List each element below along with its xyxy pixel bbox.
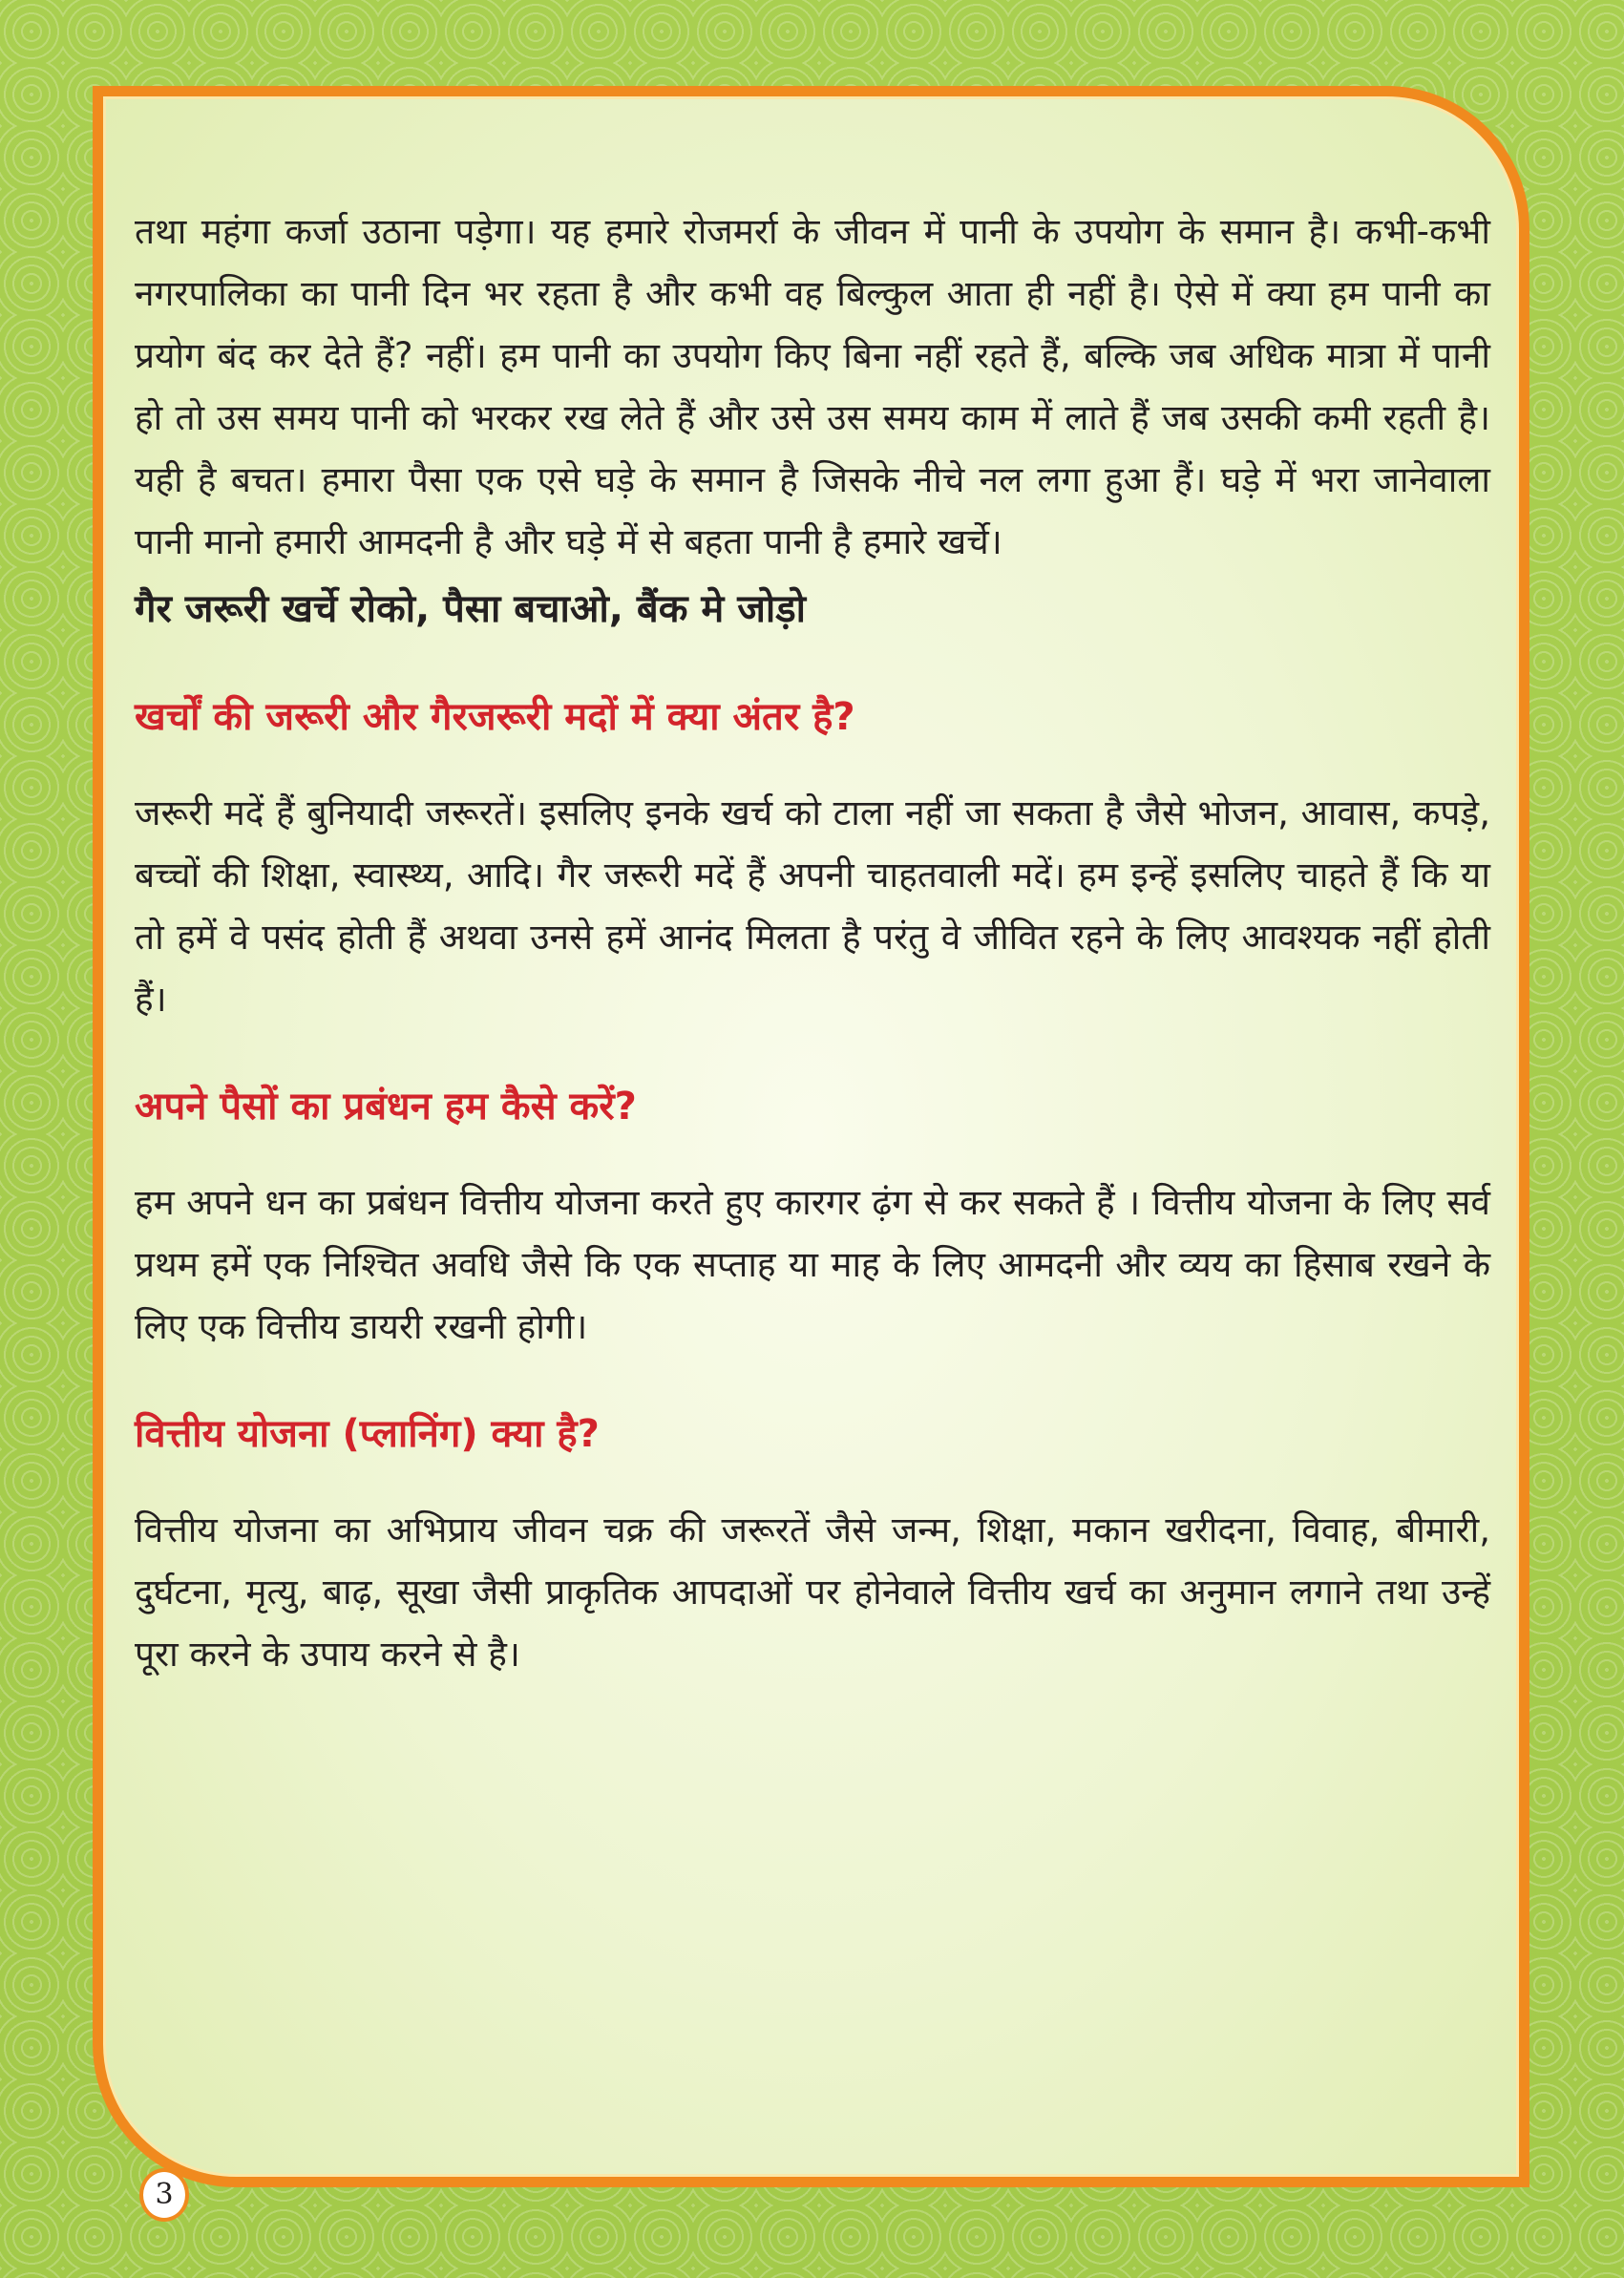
- section-heading-money-management: अपने पैसों का प्रबंधन हम कैसे करें?: [135, 1085, 637, 1128]
- page-content: [135, 200, 1490, 1685]
- page-number: 3: [139, 2168, 189, 2222]
- paragraph-needs-vs-wants: जरूरी मदें हैं बुनियादी जरूरतें। इसलिए इनके खर्च को टाला नहीं जा सकता है जैसे भोजन, आवास, कपड़े, बच्चों की शिक्षा, स्वास्थ्य, आदि। गैर जरूरी मदें हैं अपनी चाहतवाली मदें। हम इन्हें इसलिए चाहते हैं कि या तो हमें वे पसंद होती हैं अथवा उनसे हमें आनंद मिलता है परंतु वे जीवित रहने के लिए आवश्यक नहीं होती हैं।: [135, 792, 1490, 1020]
- section-heading-needs-vs-wants: खर्चों की जरूरी और गैरजरूरी मदों में क्या अंतर है?: [135, 695, 855, 739]
- paragraph-water-savings: तथा महंगा कर्जा उठाना पड़ेगा। यह हमारे रोजमर्रा के जीवन में पानी के उपयोग के समान है। कभी-कभी नगरपालिका का पानी दिन भर रहता है और कभी वह बिल्कुल आता ही नहीं है। ऐसे में क्या हम पानी का प्रयोग बंद कर देते हैं? नहीं। हम पानी का उपयोग किए बिना नहीं रहते हैं, बल्कि जब अधिक मात्रा में पानी हो तो उस समय पानी को भरकर रख लेते हैं और उसे उस समय काम में लाते हैं जब उसकी कमी रहती है। यही है बचत। हमारा पैसा एक एसे घड़े के समान है जिसके नीचे नल लगा हुआ हैं। घड़े में भरा जानेवाला पानी मानो हमारी आमदनी है और घड़े में से बहता पानी है हमारे खर्चे।: [135, 211, 1490, 562]
- section-heading-financial-planning: वित्तीय योजना (प्लानिंग) क्या है?: [135, 1412, 600, 1456]
- paragraph-money-management: हम अपने धन का प्रबंधन वित्तीय योजना करते हुए कारगर ढ़ंग से कर सकते हैं । वित्तीय योजना के लिए सर्व प्रथम हमें एक निश्चित अवधि जैसे कि एक सप्ताह या माह के लिए आमदनी और व्यय का हिसाब रखने के लिए एक वित्तीय डायरी रखनी होगी।: [135, 1182, 1490, 1347]
- slogan-heading: गैर जरूरी खर्चे रोको, पैसा बचाओ, बैंक मे जोड़ो: [135, 587, 806, 631]
- paragraph-financial-planning: वित्तीय योजना का अभिप्राय जीवन चक्र की जरूरतें जैसे जन्म, शिक्षा, मकान खरीदना, विवाह, बीमारी, दुर्घटना, मृत्यु, बाढ़, सूखा जैसी प्राकृतिक आपदाओं पर होनेवाले वित्तीय खर्च का अनुमान लगाने तथा उन्हें पूरा करने के उपाय करने से है।: [135, 1509, 1490, 1675]
